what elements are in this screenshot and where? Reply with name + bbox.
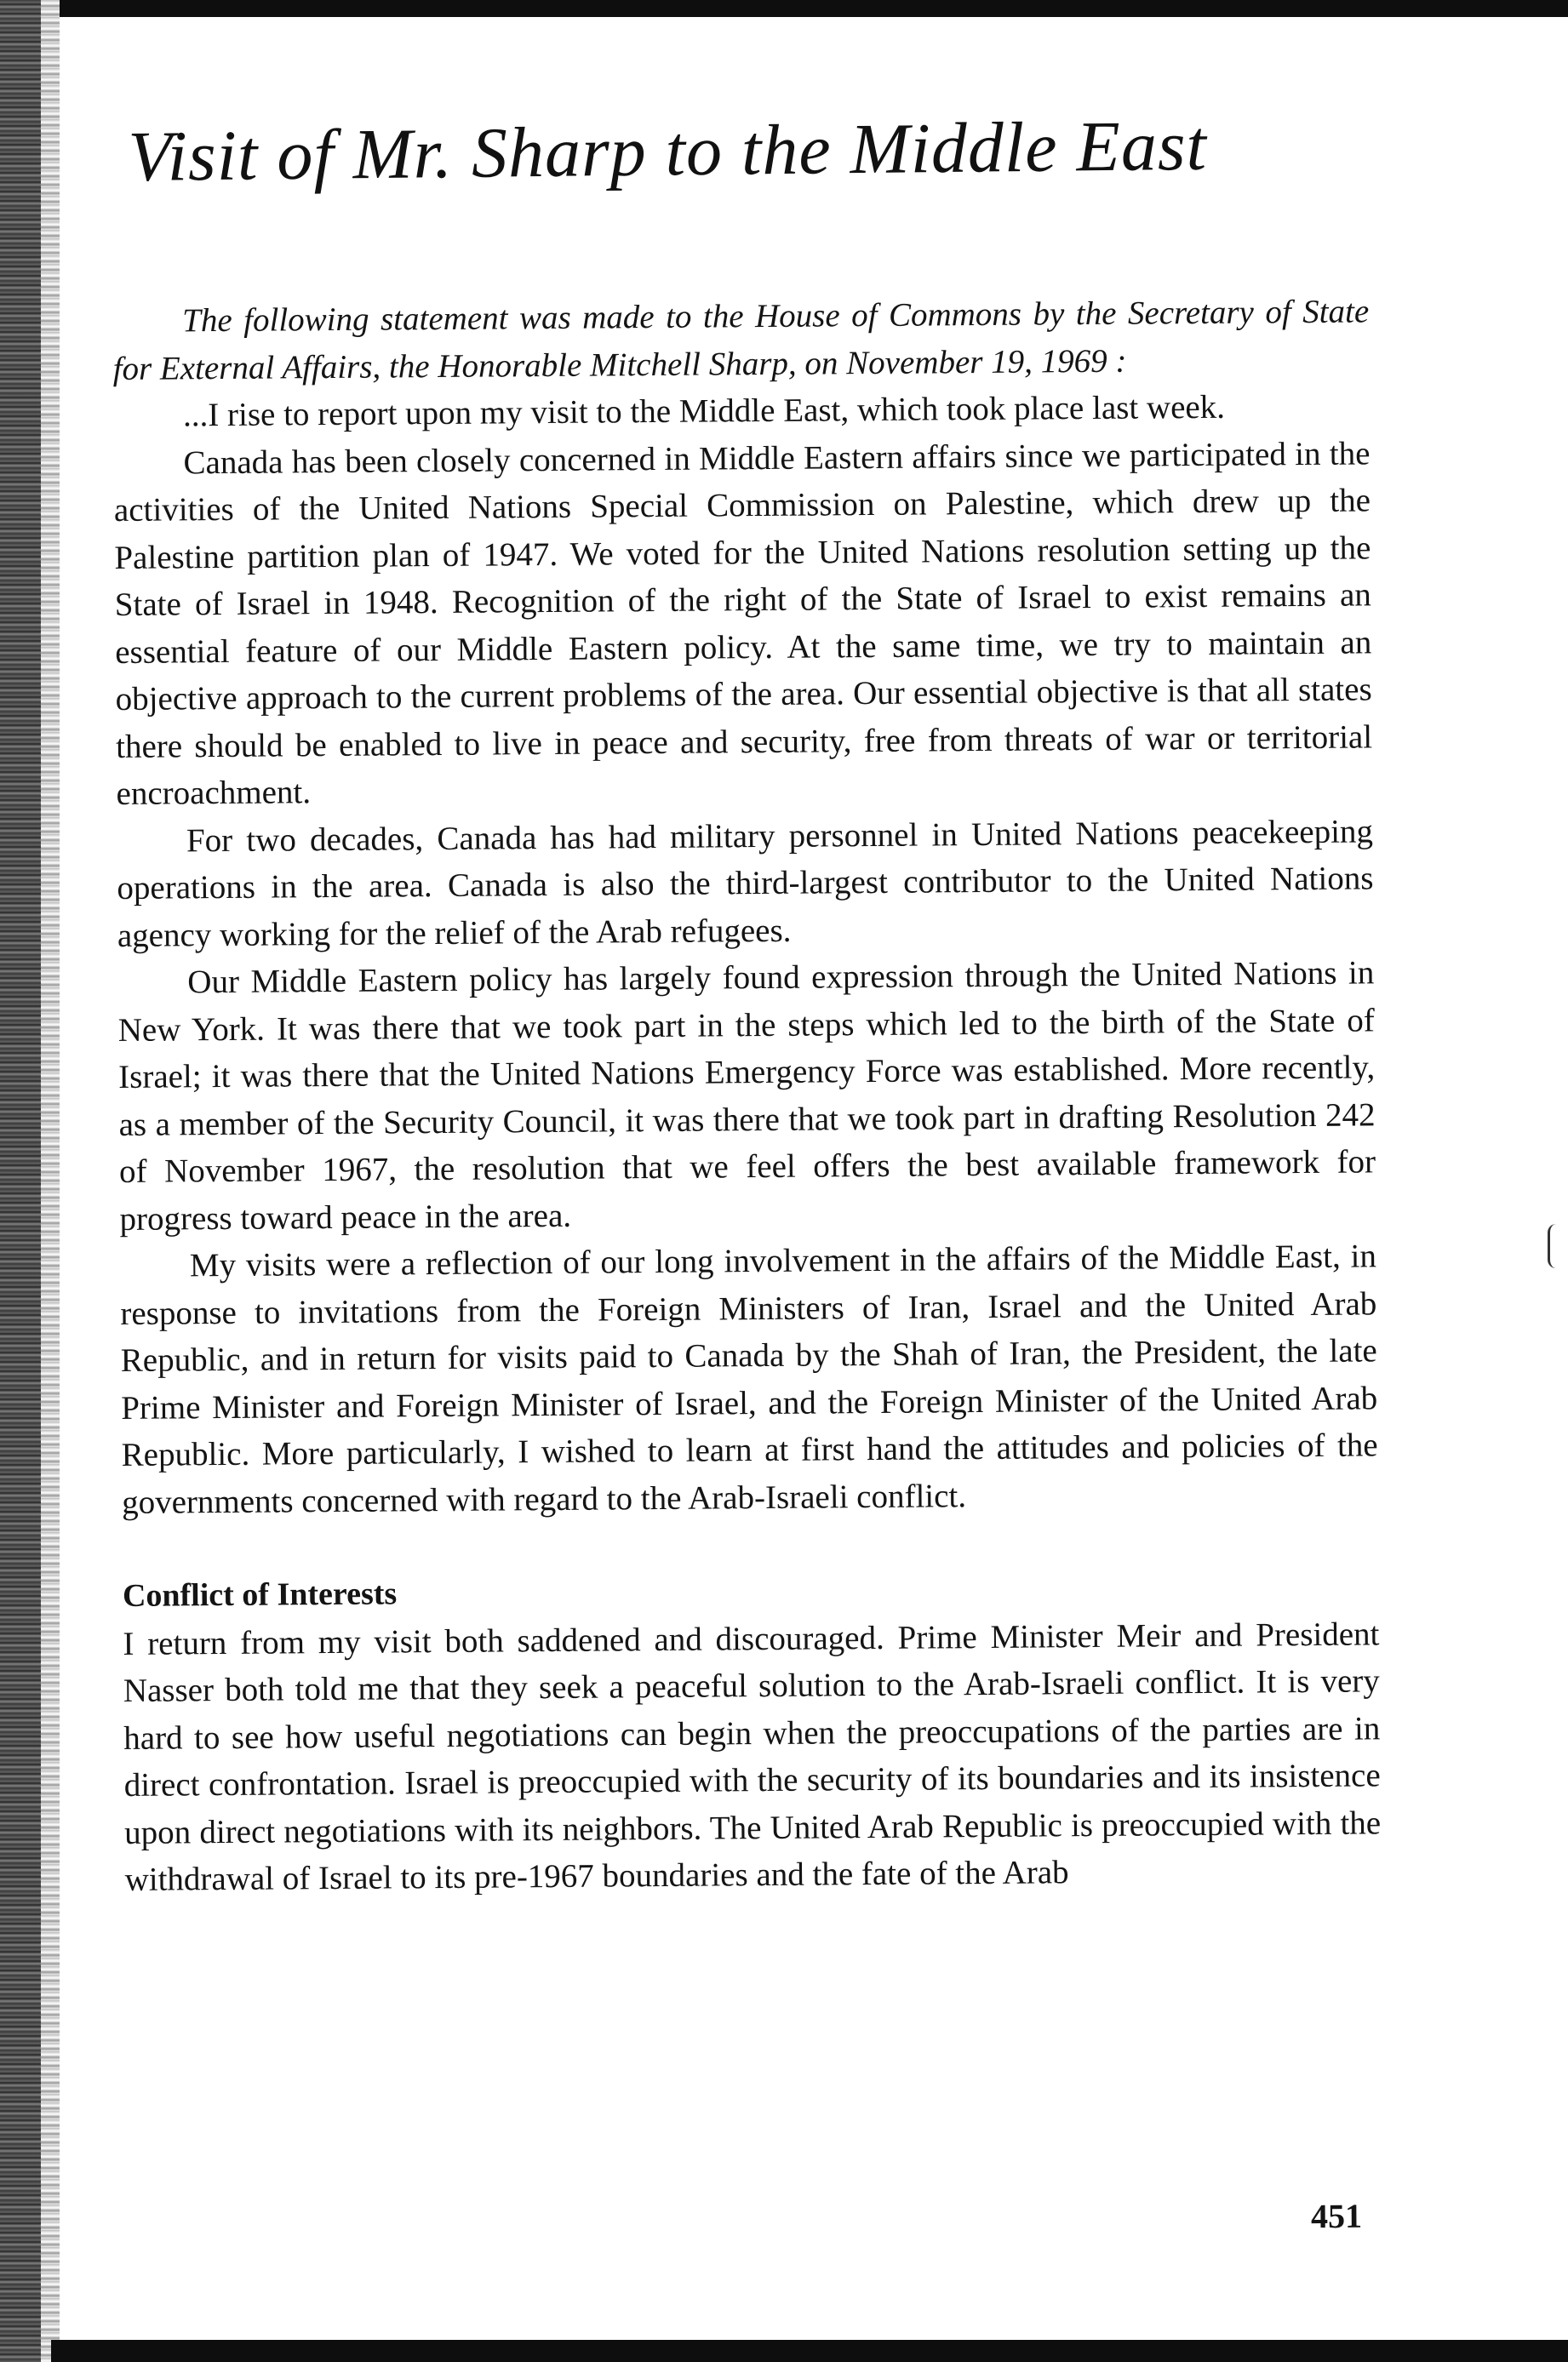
paragraph: For two decades, Canada has had military personnel in United Nations peacekeeping operations in the area. Canada is also the third-largest contributor to the United Nations agency working for the relief of the Arab refugees. bbox=[117, 812, 1374, 954]
intro-statement: The following statement was made to the House of Commons by the Secretary of State for External Affairs, the Honorable Mitchell Sharp, on November 19, 1969 : bbox=[112, 293, 1370, 387]
section-paragraph: I return from my visit both saddened and discouraged. Prime Minister Meir and President Nasser both told me that they seek a peaceful solution to the Arab-Israeli conflict. It is very hard to see how useful negotiations can begin when the preoccupations of the parties are in direct confrontation. Israel is preoccupied with the security of its boundaries and its insistence upon direct negotiations with its neighbors. The United Arab Republic is preoccupied with the withdrawal of Israel to its pre-1967 boundaries and the fate of the Arab bbox=[123, 1615, 1382, 1898]
scan-bottom-border bbox=[51, 2340, 1568, 2362]
paragraph: Our Middle Eastern policy has largely found expression through the United Nations in New York. It was there that we took part in the steps which led to the birth of the State of Israel; it was there that the United Nations Emergency Force was established. More recently, as a member of the Security Council, it was there that we took part in drafting Resolution 242 of November 1967, the resolution that we feel offers the best available framework for progress toward peace in the area. bbox=[117, 954, 1376, 1238]
page-number: 451 bbox=[1310, 2196, 1363, 2236]
document-body bbox=[112, 288, 1382, 1903]
paragraph: Canada has been closely concerned in Middle Eastern affairs since we participated in the activities of the United Nations Special Commission on Palestine, which drew up the Palestine partition plan of 1947. We voted for the United Nations resolution setting up the State of Israel in 1948. Recognition of the right of the State of Israel to exist remains an essential feature of our Middle Eastern policy. At the same time, we try to maintain an objective approach to the current problems of the area. Our essential objective is that all states there should be enabled to live in peace and security, free from threats of war or territorial encroachment. bbox=[113, 434, 1373, 812]
scan-top-border bbox=[51, 0, 1568, 17]
section-heading: Conflict of Interests bbox=[122, 1576, 398, 1614]
paragraph: ...I rise to report upon my visit to the Middle East, which took place last week. bbox=[182, 388, 1226, 434]
scan-binding-shadow bbox=[41, 0, 60, 2362]
document-title: Visit of Mr. Sharp to the Middle East bbox=[128, 106, 1208, 197]
margin-mark bbox=[1548, 1224, 1562, 1268]
paragraph: My visits were a reflection of our long involvement in the affairs of the Middle East, in response to invitations from the Foreign Ministers of Iran, Israel and the United Arab Republic, and in return for visits paid to Canada by the Shah of Iran, the President, the late Prime Minister and Foreign Minister of Israel, and the Foreign Minister of the United Arab Republic. More particularly, I wished to learn at first hand the attitudes and policies of the governments concerned with regard to the Arab-Israeli conflict. bbox=[120, 1238, 1378, 1521]
